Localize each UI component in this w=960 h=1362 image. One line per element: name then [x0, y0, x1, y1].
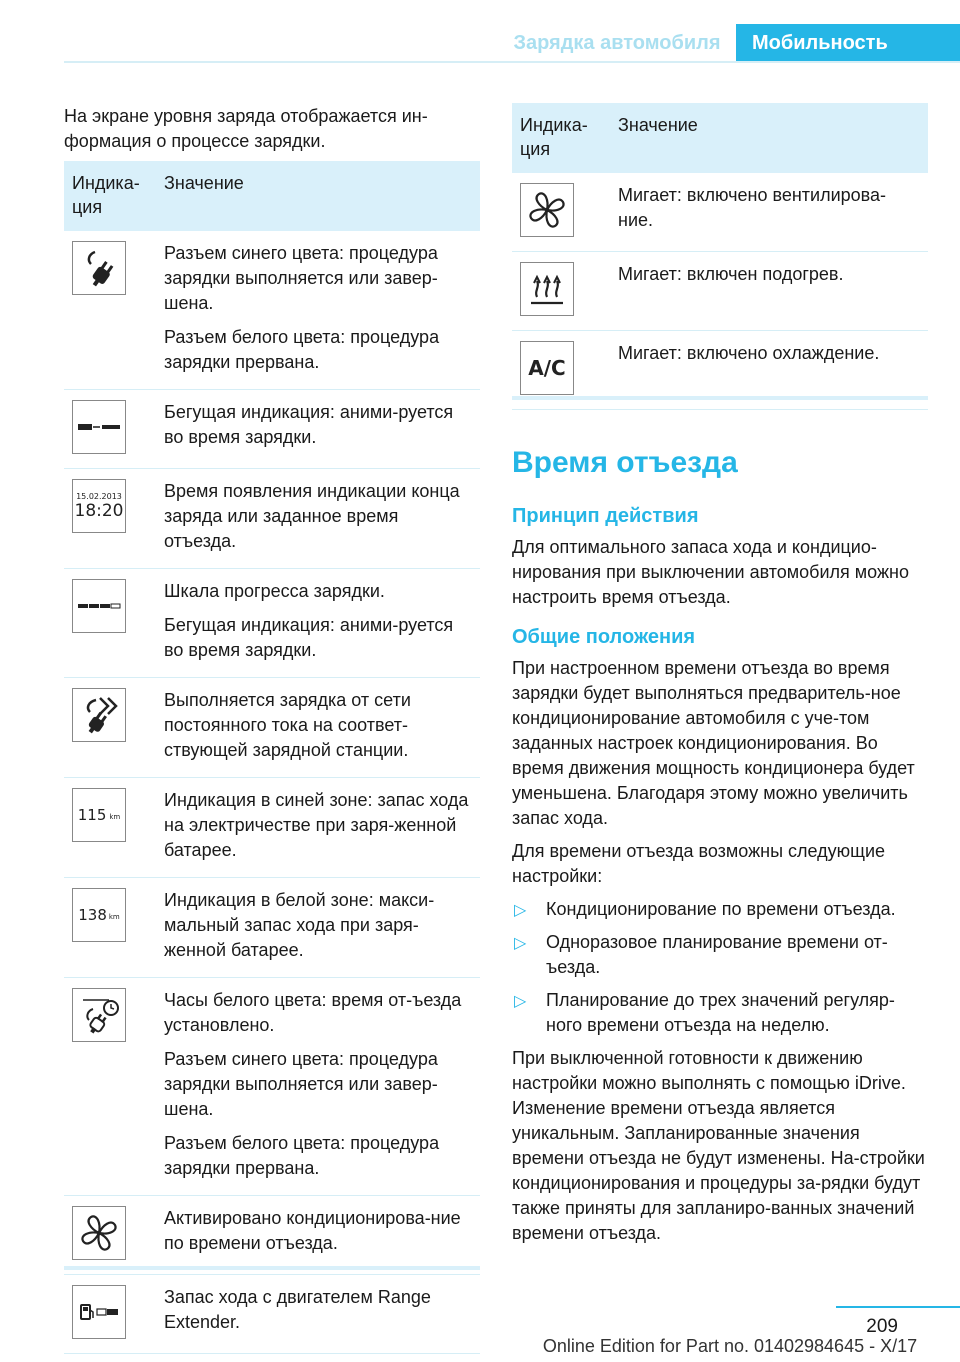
list-item: [512, 930, 928, 980]
indicator-table-right: [512, 103, 928, 410]
list-item: [512, 988, 928, 1038]
table-row: [64, 469, 480, 569]
triangle-bullet-icon: ▷: [514, 993, 527, 1010]
col-meaning-header: Значение: [156, 161, 480, 231]
general-paragraph: При настроенном времени отъезда во время зарядки будет выполняться предваритель‐ное кондиционирование автомобиля с уче‐том заданных настроек кондиционирования. Во время движения мощность кондиционера будет уменьшена. Благодаря этому можно увеличить запас хода.: [512, 658, 915, 828]
range-white-icon: [72, 888, 126, 942]
range-blue-icon: [72, 788, 126, 842]
icon-range-value: 115: [77, 805, 107, 824]
plug-icon: [72, 241, 126, 295]
list-item-text: Одноразовое планирование времени от‐ъезда.: [546, 932, 888, 977]
departure-section: [512, 445, 928, 1260]
icon-range-value: 138: [78, 905, 107, 924]
header-section-tab: Зарядка автомобиля: [513, 32, 721, 54]
intro-text: На экране уровня заряда отображается ин‐формация о процессе зарядки.: [64, 106, 428, 151]
general-paragraph: Для времени отъезда возможны следующие настройки:: [512, 841, 886, 886]
col-meaning-header: Значение: [610, 103, 928, 173]
table-left-bottom-rule: [64, 1266, 480, 1270]
edition-note: Online Edition for Part no. 01402984645 - X/17: [542, 1336, 918, 1356]
table-row: [64, 390, 480, 469]
heating-icon: [520, 262, 574, 316]
fan-icon: [72, 1206, 126, 1260]
row-text: Мигает: включен подогрев.: [618, 264, 844, 284]
dc-charging-icon: [72, 688, 126, 742]
clock-plug-icon: [72, 988, 126, 1042]
table-row: [64, 569, 480, 678]
table-header-row: [64, 161, 480, 231]
fan-icon: [520, 183, 574, 237]
row-text: Шкала прогресса зарядки.: [164, 581, 385, 601]
icon-range-unit: km: [108, 912, 120, 921]
fuel-range-icon: [72, 1285, 126, 1339]
row-text: Индикация в белой зоне: макси‐мальный запас хода при заря‐женной батарее.: [164, 890, 435, 960]
header-chapter-tab: Мобильность: [736, 24, 960, 62]
table-row: [64, 678, 480, 778]
header-rule: [64, 61, 960, 63]
table-row: [512, 173, 928, 252]
triangle-bullet-icon: ▷: [514, 935, 527, 952]
row-text: Выполняется зарядка от сети постоянного тока на соответ‐ствующей зарядной станции.: [164, 690, 411, 760]
triangle-bullet-icon: ▷: [514, 902, 527, 919]
row-text: Мигает: включено охлаждение.: [618, 343, 880, 363]
icon-date: 15.02.2013: [76, 491, 122, 501]
table-row: [64, 231, 480, 390]
list-item: [512, 897, 928, 922]
row-text: Разъем синего цвета: процедура зарядки выполняется или завер‐шена.: [164, 243, 438, 313]
table-header-row: [512, 103, 928, 173]
progress-scale-icon: [72, 579, 126, 633]
principle-text: Для оптимального запаса хода и кондицио‐нирования при выключении автомобиля можно настроить время отъезда.: [512, 537, 909, 607]
row-text: Индикация в синей зоне: запас хода на электричестве при заря‐женной батарее.: [164, 790, 469, 860]
datetime-icon: [72, 479, 126, 533]
section-title: Время отъезда: [512, 446, 738, 479]
table-row: [64, 1196, 480, 1275]
table-row: [64, 878, 480, 978]
icon-time: 18:20: [74, 500, 124, 521]
indicator-table-left: [64, 161, 480, 1354]
ac-icon: [520, 341, 574, 395]
icon-range-unit: km: [109, 812, 121, 821]
footer-rule: [836, 1306, 960, 1308]
running-indicator-icon: [72, 400, 126, 454]
row-text: Запас хода с двигателем Range Extender.: [164, 1287, 431, 1332]
row-text: Активировано кондиционирова‐ние по времени отъезда.: [164, 1208, 461, 1253]
row-text: Разъем белого цвета: процедура зарядки прервана.: [164, 327, 440, 372]
row-text: Часы белого цвета: время от‐ъезда установлено.: [164, 990, 462, 1035]
settings-list: [512, 897, 928, 1038]
page-number: 209: [866, 1316, 898, 1337]
row-text: Бегущая индикация: аними‐руется во время зарядки.: [164, 615, 454, 660]
col-indicator-header: Индика‐ция: [64, 161, 156, 231]
list-item-text: Планирование до трех значений регуляр‐ного времени отъезда на неделю.: [546, 990, 895, 1035]
ac-icon-label: A/C: [528, 355, 566, 380]
principle-heading: Принцип действия: [512, 505, 699, 527]
table-row: [512, 252, 928, 331]
row-text: Время появления индикации конца заряда или заданное время отъезда.: [164, 481, 460, 551]
general-heading: Общие положения: [512, 626, 696, 648]
table-row: [64, 1275, 480, 1354]
table-right-bottom-rule: [512, 396, 928, 400]
row-text: Разъем синего цвета: процедура зарядки выполняется или завер‐шена.: [164, 1049, 438, 1119]
row-text: Разъем белого цвета: процедура зарядки прервана.: [164, 1133, 440, 1178]
table-row: [64, 778, 480, 878]
general-paragraph: При выключенной готовности к движению настройки можно выполнять с помощью iDrive. Изменение времени отъезда является уникальным. Запланированные значения времени отъезда не будут изменены. На‐стройки кондиционирования и процедуры за‐рядки будут также приняты для запланиро‐ванных значений времени отъезда.: [512, 1048, 925, 1243]
list-item-text: Кондиционирование по времени отъезда.: [546, 899, 896, 919]
col-indicator-header: Индика‐ция: [512, 103, 610, 173]
row-text: Бегущая индикация: аними‐руется во время зарядки.: [164, 402, 454, 447]
row-text: Мигает: включено вентилирова‐ние.: [618, 185, 887, 230]
table-row: [64, 978, 480, 1196]
